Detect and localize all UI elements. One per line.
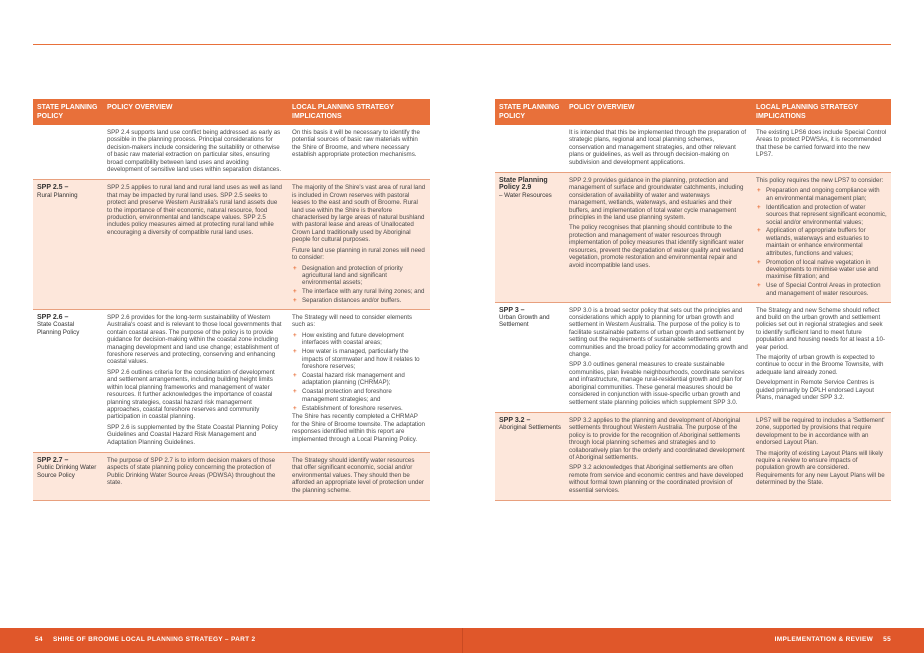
list-item: + Designation and protection of priority agricultural land and significant environmental assets;: [292, 265, 426, 287]
overview-paragraph: SPP 2.5 applies to rural land and rural land uses as well as land that may be impacted by rural land uses. SPP 2.5 seeks to protect and preserve Western Australia's rural land assets due to the importance of their economic, natural resource, food production, environmental and landscape values. SPP 2.5 includes policy measures aimed at protecting rural land while encouraging a diversity of compatible rural land uses.: [107, 184, 282, 236]
overview-cell: [565, 173, 752, 303]
implications-cell: [752, 302, 891, 412]
implications-cell: [288, 310, 430, 453]
implications-cell: [288, 125, 430, 180]
left-page-number: 54: [35, 636, 43, 643]
overview-paragraph: SPP 2.4 supports land use conflict being addressed as early as possible in the planning process. Principal considerations for decision-makers include considering the suitability or otherwise of basic raw material extraction on particular sites, ensuring broad compatibility between land uses and avoiding development of sensitive land uses within separation distances.: [107, 129, 282, 174]
implications-paragraph: The majority of the Shire's vast area of rural land is included in Crown reserves with pastoral leases to the east and south of Broome. Rural land use within the Shire is therefore characterised by large areas of natural bushland with pastoral lease and areas of Unallocated Crown Land traditionally used by Aboriginal people for cultural purposes.: [292, 184, 426, 244]
policy-cell: [495, 302, 565, 412]
table-row: [495, 412, 891, 500]
overview-paragraph: It is intended that this be implemented through the preparation of strategic plans, regional and local planning schemes, conservation and management strategies, and other relevant plans or guidelines, as well as through decision-making on subdivision and development applications.: [569, 129, 747, 166]
overview-paragraph: The policy recognises that planning should contribute to the protection and management of water resources through implementation of policy measures that identify significant water resources, prevent the degradation of water quality and wetland vegetation, promote restoration and environmental repair and avoid incompatible land uses.: [569, 224, 744, 269]
list-item: + Use of Special Control Areas in protection and management of water resources.: [756, 282, 887, 297]
overview-paragraph: SPP 2.6 provides for the long-term sustainability of Western Australia's coast and is relevant to those local governments that contain coastal areas. The purpose of the policy is to provide guidance for decision-making within the coastal zone including managing development and land use change; establishment of foreshore reserves and protecting, conserving and enhancing coastal values.: [107, 314, 282, 366]
header-policy-overview: POLICY OVERVIEW: [565, 99, 752, 125]
list-item: + Establishment of foreshore reserves.: [292, 405, 426, 412]
implications-paragraph: The majority of urban growth is expected to continue to occur in the Broome Townsite, with adequate land already zoned.: [756, 354, 884, 376]
footer-right: [775, 636, 891, 643]
overview-cell: [103, 180, 288, 310]
implications-paragraph: LPS7 will be required to includes a 'Settlement' zone, supported by provisions that require development to be in accordance with an endorsed Layout Plan.: [756, 416, 885, 447]
policy-code: SPP 2.6 –: [37, 314, 69, 322]
policy-cell: [495, 412, 565, 500]
table-header-row: [495, 99, 891, 125]
left-table-body: [33, 125, 430, 500]
implications-paragraph: The Strategy should identify water resources that offer significant economic, social and/or environmental values. They should then be afforded an appropriate level of protection under the planning scheme.: [292, 456, 424, 494]
implications-cell: [752, 412, 891, 500]
implications-paragraph: The majority of existing Layout Plans will likely require a review to ensure impacts of population growth are considered. Requirements for any new Layout Plans will be determined by the State.: [756, 449, 885, 487]
overview-paragraph: SPP 2.6 is supplemented by the State Coastal Planning Policy Guidelines and Coastal Hazard Risk Management and Adaptation Planning Guidelines.: [107, 423, 278, 446]
policy-code: SPP 3 –: [499, 306, 525, 314]
overview-cell: [565, 125, 752, 173]
header-state-planning-policy: STATE PLANNING POLICY: [495, 99, 565, 125]
implications-paragraph: Future land use planning in rural zones will need to consider:: [292, 246, 425, 262]
list-item: + How water is managed, particularly the impacts of stormwater and how it relates to foreshore reserves;: [292, 348, 426, 370]
table-header-row: [33, 99, 430, 125]
policy-code: SPP 2.7 –: [37, 456, 69, 464]
policy-name: Rural Planning: [37, 191, 78, 199]
implications-list: [756, 187, 887, 297]
header-lps-implications: LOCAL PLANNING STRATEGY IMPLICATIONS: [752, 99, 891, 125]
policy-cell: [495, 173, 565, 303]
right-policy-table: [495, 99, 891, 501]
left-policy-table: [33, 99, 430, 501]
right-table-body: [495, 125, 891, 500]
implications-paragraph: This policy requires the new LPS7 to consider:: [756, 177, 884, 185]
left-running-title: SHIRE OF BROOME LOCAL PLANNING STRATEGY – PART 2: [52, 636, 256, 643]
table-row: [495, 125, 891, 173]
table-row: [33, 310, 430, 453]
header-policy-overview: POLICY OVERVIEW: [103, 99, 288, 125]
implications-paragraph: The Strategy will need to consider elements such as:: [292, 314, 413, 329]
header-state-planning-policy: STATE PLANNING POLICY: [33, 99, 103, 125]
list-item: + Application of appropriate buffers for wetlands, waterways and estuaries to maintain or enhance environmental attributes, functions and values;: [756, 227, 887, 257]
implications-cell: [288, 452, 430, 500]
policy-cell: [33, 125, 103, 180]
implications-paragraph: Development in Remote Service Centres is guided primarily by DPLH endorsed Layout Plans, managed under SPP 3.2.: [756, 379, 875, 402]
overview-paragraph: SPP 2.9 provides guidance in the planning, protection and management of surface and groundwater catchments, including consideration of availability of water and waterways management, wetlands, waterways, and estuaries and their buffers, and implementation of total water cycle management principles in the land use planning system.: [569, 177, 744, 222]
overview-cell: [565, 412, 752, 500]
policy-cell: [33, 452, 103, 500]
overview-cell: [103, 310, 288, 453]
list-item: + Coastal hazard risk management and adaptation planning (CHRMAP);: [292, 372, 426, 387]
footer-left: [35, 636, 255, 643]
policy-name: Urban Growth and Settlement: [499, 314, 550, 329]
policy-cell: [33, 180, 103, 310]
table-row: [495, 173, 891, 303]
policy-code: SPP 3.2 –: [499, 416, 531, 424]
overview-paragraph: SPP 3.0 outlines general measures to create sustainable communities, plan liveable neighbourhoods, coordinate services and infrastructure, manage rural-residential growth and plan for aboriginal communities. These general measures should be considered in conjunction with issue-specific urban growth and settlement state planning policies which supplement SPP 3.0.: [569, 361, 745, 406]
implications-cell: [752, 173, 891, 303]
list-item: + Coastal protection and foreshore management strategies; and: [292, 388, 426, 403]
implications-paragraph: The Strategy and new Scheme should reflect and build on the urban growth and settlement policies set out in regional strategies and seek to identify sufficient land to meet future population and housing needs for at least a 10-year period.: [756, 306, 886, 351]
table-row: [33, 180, 430, 310]
implications-paragraph: The existing LPS6 does include Special Control Areas to protect PDWSAs, it is recommended that these be carried forward into the new LPS7.: [756, 129, 887, 159]
list-item: + Separation distances and/or buffers.: [292, 297, 426, 304]
table-row: [33, 125, 430, 180]
list-item: + How existing and future development interfaces with coastal areas;: [292, 332, 426, 347]
overview-paragraph: The purpose of SPP 2.7 is to inform decision makers of those aspects of state planning policy concerning the protection of Public Drinking Water Source Areas (PDWSA) throughout the state.: [107, 456, 276, 487]
overview-paragraph: SPP 2.6 outlines criteria for the consideration of development and settlement arrangements, including building height limits within local planning frameworks and management of water resources. It further acknowledges the importance of coastal planning strategies, coastal hazard risk management approaches, coastal foreshore reserves and community participation in coastal planning.: [107, 368, 275, 421]
overview-paragraph: SPP 3.0 is a broad sector policy that sets out the principles and considerations which apply to planning for urban growth and settlement in Western Australia. The purpose of the policy is to facilitate sustainable patterns of urban growth and settlement by setting out the requirements of sustainable settlements and communities and the broad policy for accommodating growth and change.: [569, 306, 748, 359]
policy-name: Aboriginal Settlements: [499, 424, 561, 432]
list-item: + Promotion of local native vegetation in developments to minimise water use and maximise filtration; and: [756, 259, 887, 281]
policy-code: SPP 2.5 –: [37, 184, 69, 192]
overview-paragraph: SPP 3.2 acknowledges that Aboriginal settlements are often remote from service and economic centres and have developed without formal town planning or the coordinated provision of essential services.: [569, 464, 744, 494]
implications-list: [292, 332, 426, 412]
table-row: [495, 302, 891, 412]
overview-cell: [103, 452, 288, 500]
implications-cell: [288, 180, 430, 310]
table-row: [33, 452, 430, 500]
implications-paragraph: On this basis it will be necessary to identify the potential sources of basic raw materials within the Shire of Broome, and where necessary establish appropriate protection mechanisms.: [292, 129, 420, 159]
overview-cell: [565, 302, 752, 412]
right-running-title: IMPLEMENTATION & REVIEW: [774, 636, 874, 643]
policy-cell: [495, 125, 565, 173]
policy-code: State Planning Policy 2.9: [499, 177, 548, 192]
list-item: + The interface with any rural living zones; and: [292, 288, 426, 295]
policy-name: Public Drinking Water Source Policy: [37, 464, 97, 479]
page-fold: [462, 628, 463, 653]
policy-name: – Water Resources: [499, 191, 552, 199]
top-rule: [33, 44, 891, 45]
implications-paragraph: The Shire has recently completed a CHRMAP for the Shire of Broome townsite. The adaptation responses identified within this report are implemented through a Local Planning Policy.: [292, 413, 425, 443]
implications-list: [292, 265, 426, 305]
list-item: + Preparation and ongoing compliance with an environmental management plan;: [756, 187, 887, 202]
overview-cell: [103, 125, 288, 180]
overview-paragraph: SPP 3.2 applies to the planning and development of Aboriginal settlements throughout Western Australia. The purpose of the policy is to provide for the recognition of Aboriginal settlements through local planning schemes and strategies and to collaboratively plan for the orderly and coordinated development of Aboriginal settlements.: [569, 416, 745, 461]
implications-cell: [752, 125, 891, 173]
header-lps-implications: LOCAL PLANNING STRATEGY IMPLICATIONS: [288, 99, 430, 125]
policy-name: State Coastal Planning Policy: [37, 321, 80, 336]
right-page-number: 55: [883, 636, 891, 643]
policy-cell: [33, 310, 103, 453]
list-item: + Identification and protection of water sources that represent significant economic, social and/or environmental values;: [756, 204, 887, 226]
